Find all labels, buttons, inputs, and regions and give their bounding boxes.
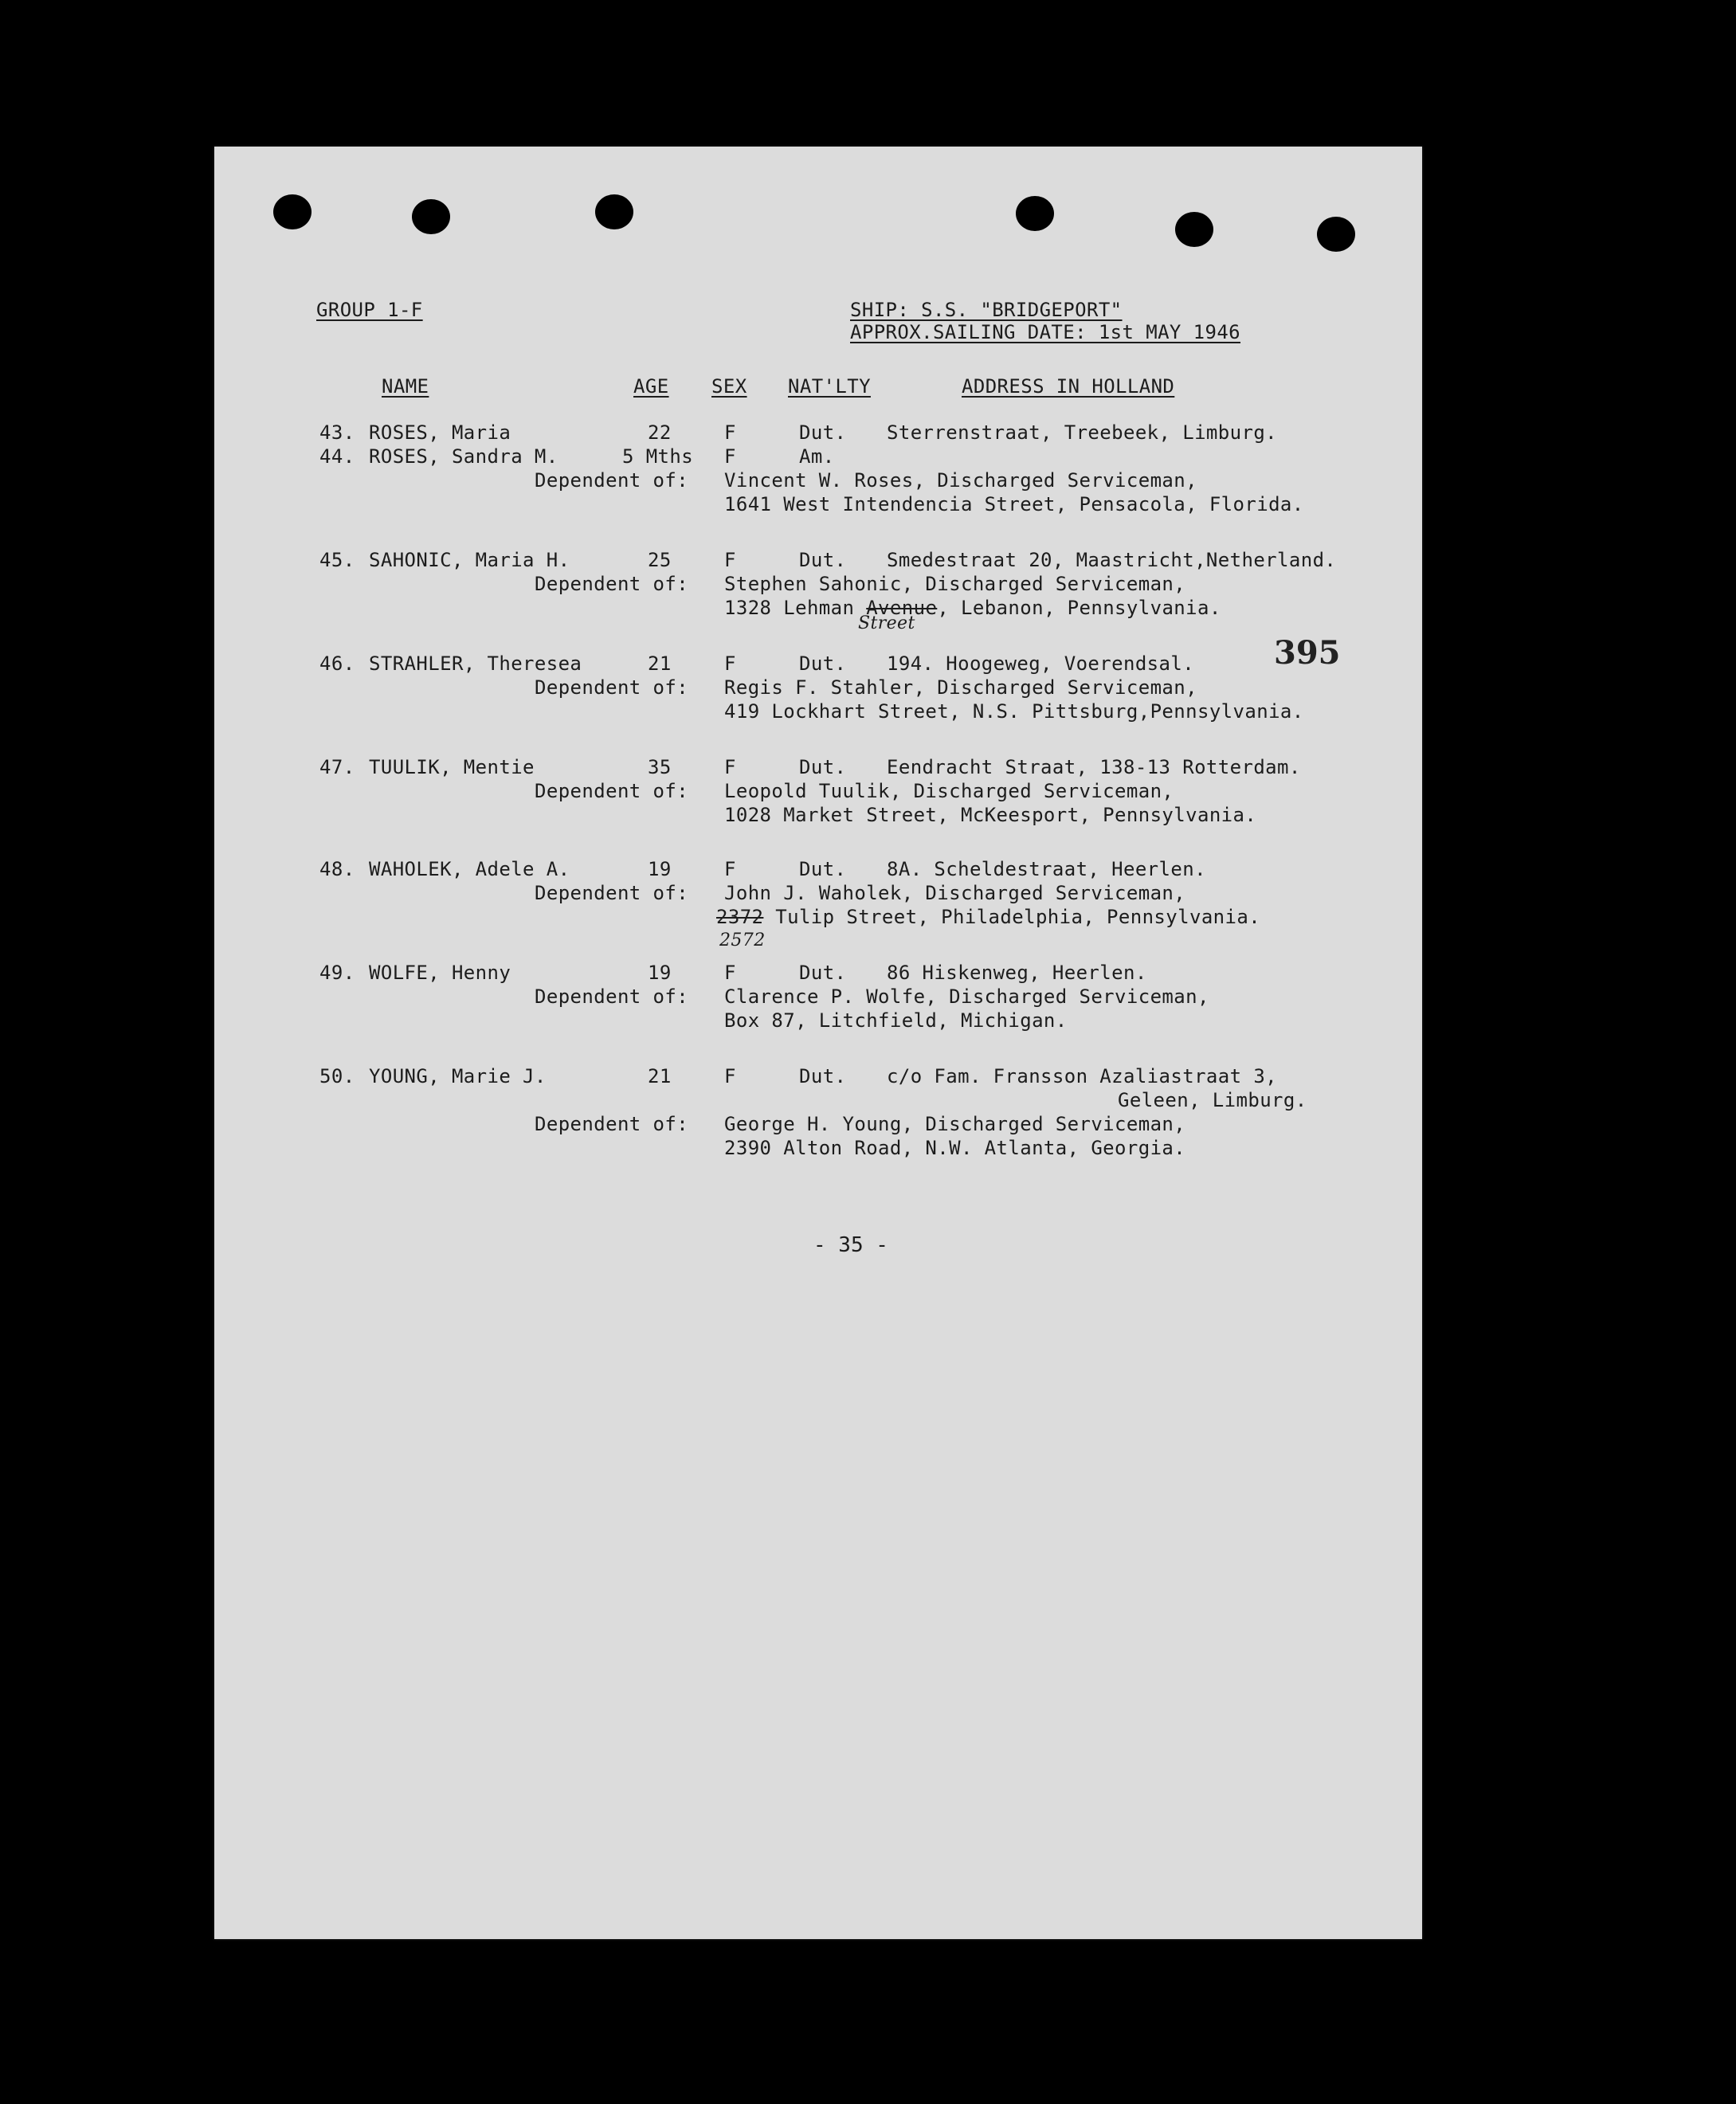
document-page — [214, 147, 1422, 1939]
punch-hole — [595, 194, 633, 229]
entry-number: 50. — [319, 1065, 355, 1087]
entry-address: c/o Fam. Fransson Azaliastraat 3, — [887, 1065, 1278, 1087]
entry-name: TUULIK, Mentie — [369, 756, 535, 778]
entry-name: WOLFE, Henny — [369, 962, 511, 984]
entry-address: Smedestraat 20, Maastricht,Netherland. — [887, 549, 1337, 571]
dependent-address: 1028 Market Street, McKeesport, Pennsylvania. — [724, 804, 1257, 826]
entry-name: STRAHLER, Theresea — [369, 652, 582, 675]
entry-nationality: Dut. — [799, 858, 847, 880]
dependent-label: Dependent of: — [535, 985, 689, 1008]
entry-sex: F — [724, 549, 736, 571]
entry-age: 19 — [648, 962, 672, 984]
entry-name: ROSES, Maria — [369, 421, 511, 444]
dependent-address: 2390 Alton Road, N.W. Atlanta, Georgia. — [724, 1137, 1186, 1159]
dependent-sponsor: George H. Young, Discharged Serviceman, — [724, 1113, 1186, 1135]
dependent-address — [724, 596, 1221, 620]
group-label: GROUP 1-F — [316, 299, 423, 321]
dependent-address — [716, 905, 1260, 929]
entry-name: WAHOLEK, Adele A. — [369, 858, 570, 880]
entry-sex: F — [724, 962, 736, 984]
column-header-nationality: NAT'LTY — [788, 375, 871, 398]
entry-age: 21 — [648, 652, 672, 675]
dependent-address: Box 87, Litchfield, Michigan. — [724, 1009, 1068, 1032]
entry-number: 45. — [319, 549, 355, 571]
entry-nationality: Dut. — [799, 962, 847, 984]
entry-number: 44. — [319, 445, 355, 468]
dependent-label: Dependent of: — [535, 469, 689, 492]
entry-nationality: Dut. — [799, 756, 847, 778]
page-number: - 35 - — [813, 1233, 888, 1257]
dependent-sponsor: Leopold Tuulik, Discharged Serviceman, — [724, 780, 1174, 802]
punch-hole — [1317, 217, 1355, 252]
entry-age: 5 Mths — [622, 445, 694, 468]
entry-address: 194. Hoogeweg, Voerendsal. — [887, 652, 1195, 675]
ship-name: SHIP: S.S. "BRIDGEPORT" — [850, 299, 1123, 321]
column-header-age: AGE — [633, 375, 669, 398]
entry-name: ROSES, Sandra M. — [369, 445, 558, 468]
entry-number: 43. — [319, 421, 355, 444]
entry-sex: F — [724, 421, 736, 444]
sailing-date: APPROX.SAILING DATE: 1st MAY 1946 — [850, 321, 1241, 343]
handwritten-correction: 2572 — [719, 931, 766, 950]
entry-sex: F — [724, 445, 736, 468]
entry-name: SAHONIC, Maria H. — [369, 549, 570, 571]
entry-age: 25 — [648, 549, 672, 571]
dependent-sponsor: Stephen Sahonic, Discharged Serviceman, — [724, 573, 1186, 595]
dependent-label: Dependent of: — [535, 676, 689, 699]
handwritten-correction: Street — [858, 613, 915, 633]
entry-sex: F — [724, 858, 736, 880]
address-text: Tulip Street, Philadelphia, Pennsylvania. — [763, 906, 1261, 928]
entry-nationality: Dut. — [799, 421, 847, 444]
dependent-address: 419 Lockhart Street, N.S. Pittsburg,Pennsylvania. — [724, 700, 1304, 723]
entry-nationality: Dut. — [799, 652, 847, 675]
punch-hole — [273, 194, 312, 229]
entry-age: 35 — [648, 756, 672, 778]
entry-address-line2: Geleen, Limburg. — [1118, 1089, 1307, 1111]
entry-nationality: Dut. — [799, 549, 847, 571]
entry-age: 21 — [648, 1065, 672, 1087]
entry-address: 86 Hiskenweg, Heerlen. — [887, 962, 1147, 984]
dependent-sponsor: Regis F. Stahler, Discharged Serviceman, — [724, 676, 1197, 699]
entry-nationality: Dut. — [799, 1065, 847, 1087]
entry-address: 8A. Scheldestraat, Heerlen. — [887, 858, 1206, 880]
entry-number: 48. — [319, 858, 355, 880]
dependent-label: Dependent of: — [535, 1113, 689, 1135]
stamp-number: 395 — [1274, 634, 1341, 672]
column-header-sex: SEX — [711, 375, 747, 398]
dependent-label: Dependent of: — [535, 780, 689, 802]
entry-sex: F — [724, 652, 736, 675]
address-text: , Lebanon, Pennsylvania. — [937, 597, 1221, 619]
dependent-label: Dependent of: — [535, 573, 689, 595]
punch-hole — [1175, 212, 1213, 247]
entry-name: YOUNG, Marie J. — [369, 1065, 547, 1087]
entry-address: Eendracht Straat, 138-13 Rotterdam. — [887, 756, 1301, 778]
column-header-name: NAME — [382, 375, 429, 398]
punch-hole — [1016, 196, 1054, 231]
entry-number: 49. — [319, 962, 355, 984]
entry-age: 19 — [648, 858, 672, 880]
entry-number: 47. — [319, 756, 355, 778]
dependent-sponsor: Vincent W. Roses, Discharged Serviceman, — [724, 469, 1197, 492]
column-header-address: ADDRESS IN HOLLAND — [962, 375, 1175, 398]
address-text: 1328 Lehman — [724, 597, 867, 619]
punch-hole — [412, 199, 450, 234]
struck-text: Avenue — [866, 597, 938, 619]
dependent-sponsor: Clarence P. Wolfe, Discharged Serviceman, — [724, 985, 1209, 1008]
dependent-address: 1641 West Intendencia Street, Pensacola, Florida. — [724, 493, 1304, 515]
entry-address: Sterrenstraat, Treebeek, Limburg. — [887, 421, 1278, 444]
dependent-label: Dependent of: — [535, 882, 689, 904]
dependent-sponsor: John J. Waholek, Discharged Serviceman, — [724, 882, 1186, 904]
entry-nationality: Am. — [799, 445, 835, 468]
entry-number: 46. — [319, 652, 355, 675]
struck-text: 2372 — [716, 906, 764, 928]
entry-sex: F — [724, 756, 736, 778]
entry-sex: F — [724, 1065, 736, 1087]
entry-age: 22 — [648, 421, 672, 444]
